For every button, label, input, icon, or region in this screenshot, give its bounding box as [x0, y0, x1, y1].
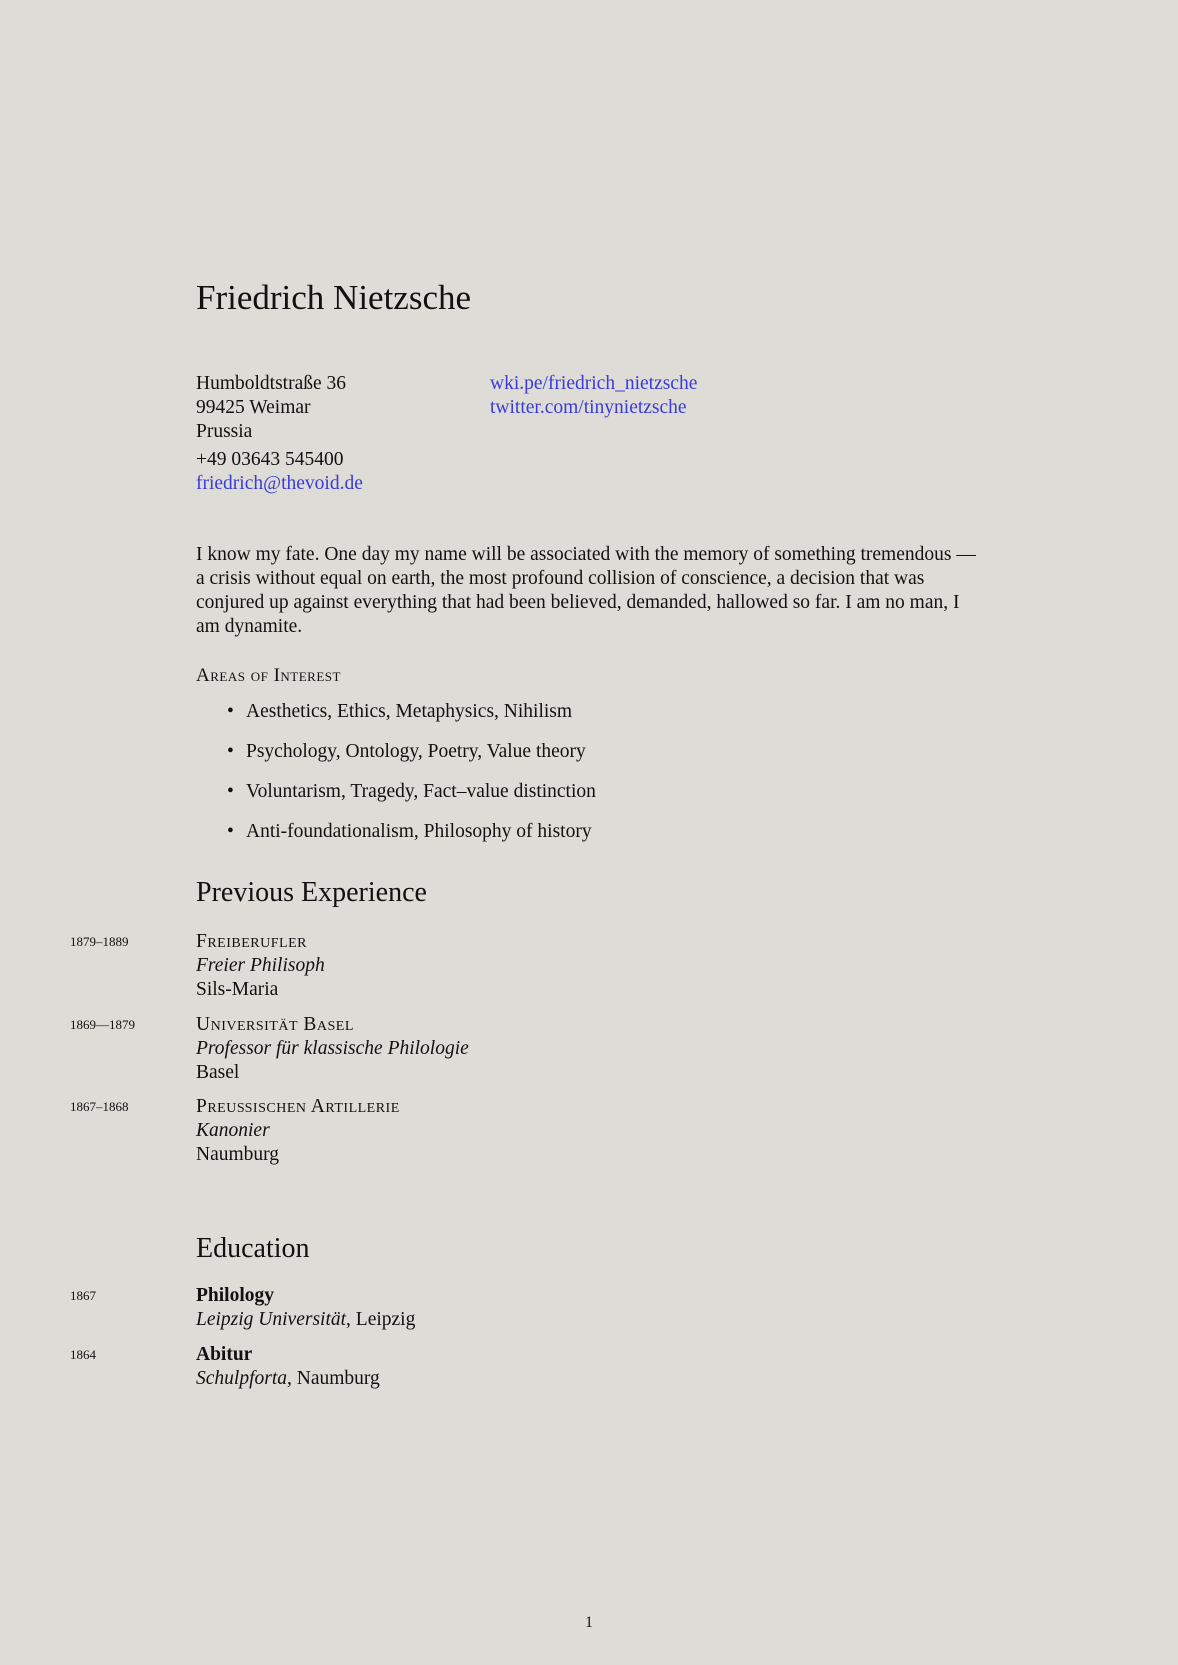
- contact-address-block: [196, 372, 363, 496]
- street-address: Humboldtstraße 36: [196, 373, 347, 394]
- entry-role: Kanonier: [196, 1120, 270, 1141]
- bullet-icon: •: [227, 821, 234, 842]
- interest-text: Anti-foundationalism, Philosophy of history: [246, 821, 592, 842]
- country: Prussia: [196, 421, 253, 442]
- entry-degree: Philology: [196, 1285, 275, 1306]
- experience-heading: Previous Experience: [196, 877, 427, 908]
- entry-body: [196, 1095, 400, 1167]
- bullet-icon: •: [227, 781, 234, 802]
- interests-list: [196, 700, 596, 860]
- entry-year: 1867: [70, 1288, 96, 1303]
- wiki-link[interactable]: wki.pe/friedrich_nietzsche: [490, 373, 698, 394]
- list-item: [196, 820, 596, 860]
- bullet-icon: •: [227, 741, 234, 762]
- page-title: Friedrich Nietzsche: [196, 278, 472, 317]
- interests-heading: Areas of Interest: [196, 665, 341, 686]
- entry-organization: Preußischen Artillerie: [196, 1096, 400, 1117]
- interest-text: Aesthetics, Ethics, Metaphysics, Nihilism: [246, 701, 573, 722]
- entry-role: Professor für klassische Philologie: [196, 1038, 469, 1059]
- entry-body: [196, 930, 325, 1002]
- entry-organization: Universität Basel: [196, 1014, 354, 1035]
- list-item: [196, 740, 596, 780]
- entry-school-line: [196, 1367, 380, 1391]
- bullet-icon: •: [227, 701, 234, 722]
- twitter-link[interactable]: twitter.com/tinynietzsche: [490, 397, 687, 418]
- page-number: 1: [585, 1614, 593, 1631]
- entry-place: , Leipzig: [346, 1309, 416, 1330]
- entry-place: Naumburg: [196, 1144, 280, 1165]
- interest-text: Voluntarism, Tragedy, Fact–value distinction: [246, 781, 596, 802]
- entry-dates: 1879–1889: [70, 934, 129, 949]
- list-item: [196, 700, 596, 740]
- entry-body: [196, 1343, 380, 1391]
- entry-body: [196, 1013, 469, 1085]
- entry-place: Sils-Maria: [196, 979, 279, 1000]
- entry-place: , Naumburg: [287, 1368, 380, 1389]
- entry-dates: 1869—1879: [70, 1017, 135, 1032]
- intro-paragraph: I know my fate. One day my name will be associated with the memory of something tremendous — a crisis without equal on earth, the most profound collision of conscience, a decision that was conjured up against everything that had been believed, demanded, hallowed so far. I am no man, I am dynamite.: [196, 544, 976, 637]
- contact-links-block: [490, 372, 697, 420]
- city-address: 99425 Weimar: [196, 397, 311, 418]
- entry-role: Freier Philisoph: [196, 955, 325, 976]
- education-heading: Education: [196, 1233, 310, 1264]
- email-link[interactable]: friedrich@thevoid.de: [196, 473, 363, 494]
- entry-school-line: [196, 1308, 415, 1332]
- entry-degree: Abitur: [196, 1344, 253, 1365]
- entry-body: [196, 1284, 415, 1332]
- entry-place: Basel: [196, 1062, 240, 1083]
- phone-number: +49 03643 545400: [196, 449, 344, 470]
- entry-dates: 1867–1868: [70, 1099, 129, 1114]
- entry-school: Leipzig Universität: [196, 1309, 347, 1330]
- entry-year: 1864: [70, 1347, 96, 1362]
- interest-text: Psychology, Ontology, Poetry, Value theory: [246, 741, 586, 762]
- list-item: [196, 780, 596, 820]
- entry-school: Schulpforta: [196, 1368, 287, 1389]
- entry-organization: Freiberufler: [196, 931, 307, 952]
